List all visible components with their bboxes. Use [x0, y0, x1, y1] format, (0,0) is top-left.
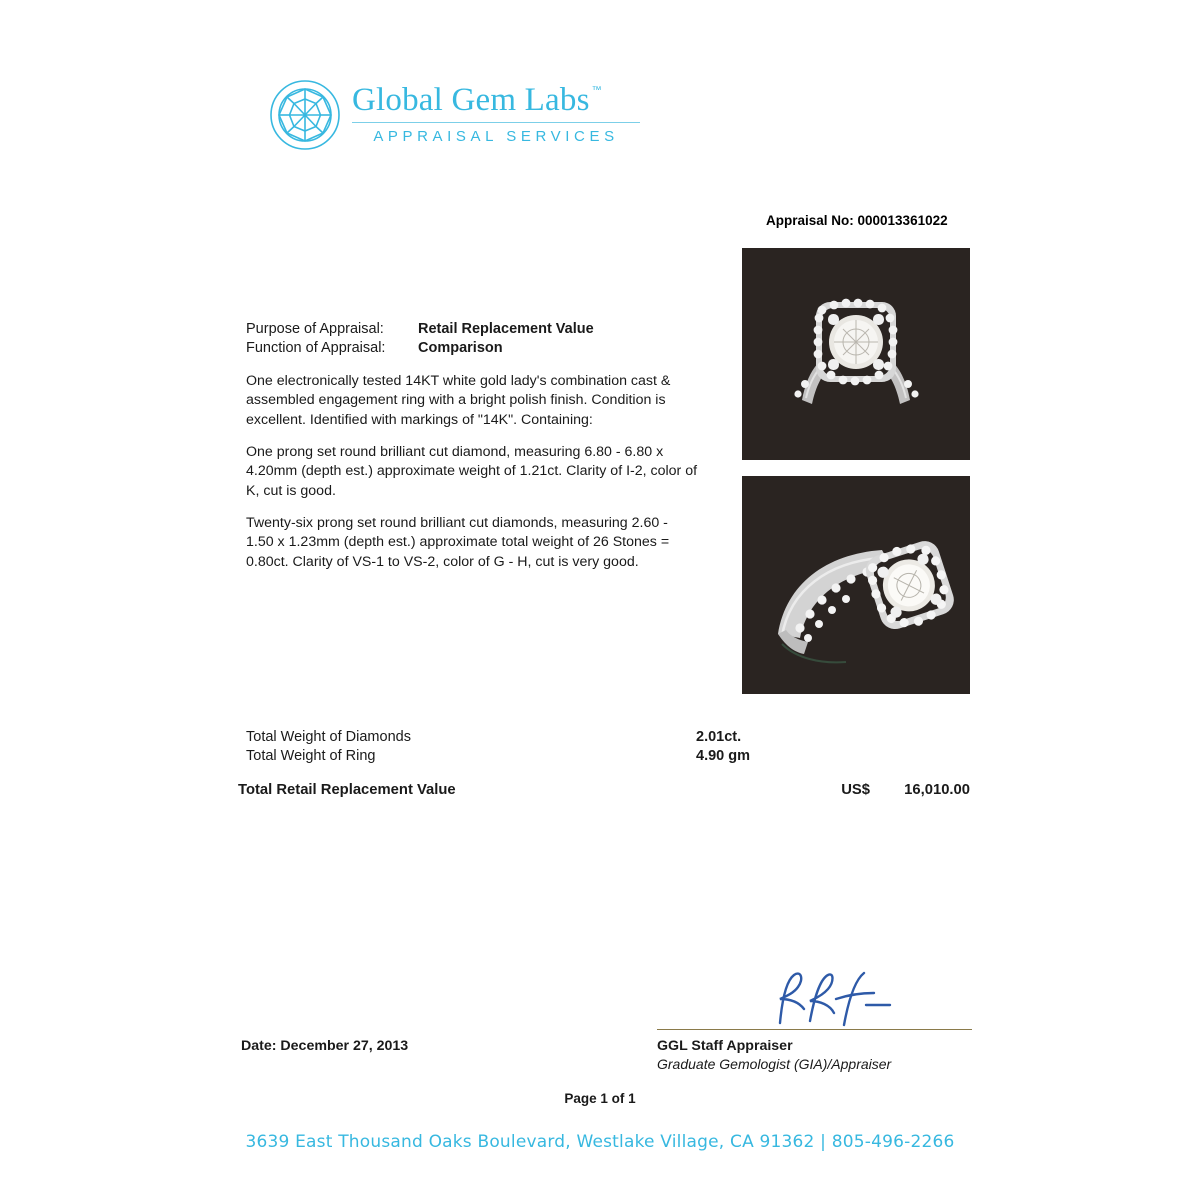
description-paragraph-2: One prong set round brilliant cut diamond, measuring 6.80 - 6.80 x 4.20mm (depth est.) approximate weight of 1.21ct. Clarity of I-2, color of K, cut is good.	[246, 444, 698, 499]
handwritten-signature	[770, 965, 900, 1031]
purpose-row	[246, 320, 594, 339]
page-number: Page 1 of 1	[564, 1091, 636, 1106]
total-ring-weight-label: Total Weight of Ring	[246, 748, 376, 764]
footer-address: 3639 East Thousand Oaks Boulevard, Westlake Village, CA 91362 | 805-496-2266	[245, 1132, 955, 1152]
brand-divider	[352, 122, 640, 123]
appraisal-number: Appraisal No: 000013361022	[766, 213, 948, 228]
brand-header	[268, 78, 640, 152]
function-row	[246, 339, 594, 358]
appraisal-date: Date: December 27, 2013	[241, 1038, 409, 1054]
purpose-label: Purpose of Appraisal:	[246, 321, 384, 337]
total-ring-weight-row	[246, 747, 970, 766]
appraiser-title: Graduate Gemologist (GIA)/Appraiser	[657, 1056, 892, 1072]
total-ring-weight-value: 4.90 gm	[696, 748, 750, 764]
brand-title: Global Gem Labs	[352, 82, 590, 118]
ring-photo-top	[742, 248, 970, 460]
function-value: Comparison	[418, 340, 503, 356]
function-label: Function of Appraisal:	[246, 340, 386, 356]
appraiser-name: GGL Staff Appraiser	[657, 1038, 793, 1054]
ring-photo-angled	[742, 476, 970, 694]
brand-subtitle: APPRAISAL SERVICES	[373, 128, 619, 145]
description-paragraph-3: Twenty-six prong set round brilliant cut diamonds, measuring 2.60 - 1.50 x 1.23mm (depth est.) approximate total weight of 26 Stones = 0.80ct. Clarity of VS-1 to VS-2, color of G - H, cut is very good.	[246, 515, 670, 570]
description-paragraph-1: One electronically tested 14KT white gold lady's combination cast & assembled engagement ring with a bright polish finish. Condition is excellent. Identified with markings of "14K". Containing:	[246, 373, 671, 428]
grand-total-label: Total Retail Replacement Value	[238, 782, 456, 798]
purpose-value: Retail Replacement Value	[418, 321, 594, 337]
trademark-symbol: ™	[591, 85, 602, 96]
grand-total-currency: US$	[841, 782, 870, 798]
total-diamond-weight-label: Total Weight of Diamonds	[246, 729, 411, 745]
purpose-block	[246, 320, 594, 358]
total-diamond-weight-value: 2.01ct.	[696, 729, 742, 745]
grand-total-row	[238, 782, 970, 798]
brand-text	[352, 78, 640, 145]
brilliant-cut-diamond-icon	[268, 78, 342, 152]
grand-total-amount: 16,010.00	[904, 782, 970, 798]
total-diamond-weight-row	[246, 728, 970, 747]
totals-block	[246, 728, 970, 766]
signature-line	[657, 1029, 972, 1030]
